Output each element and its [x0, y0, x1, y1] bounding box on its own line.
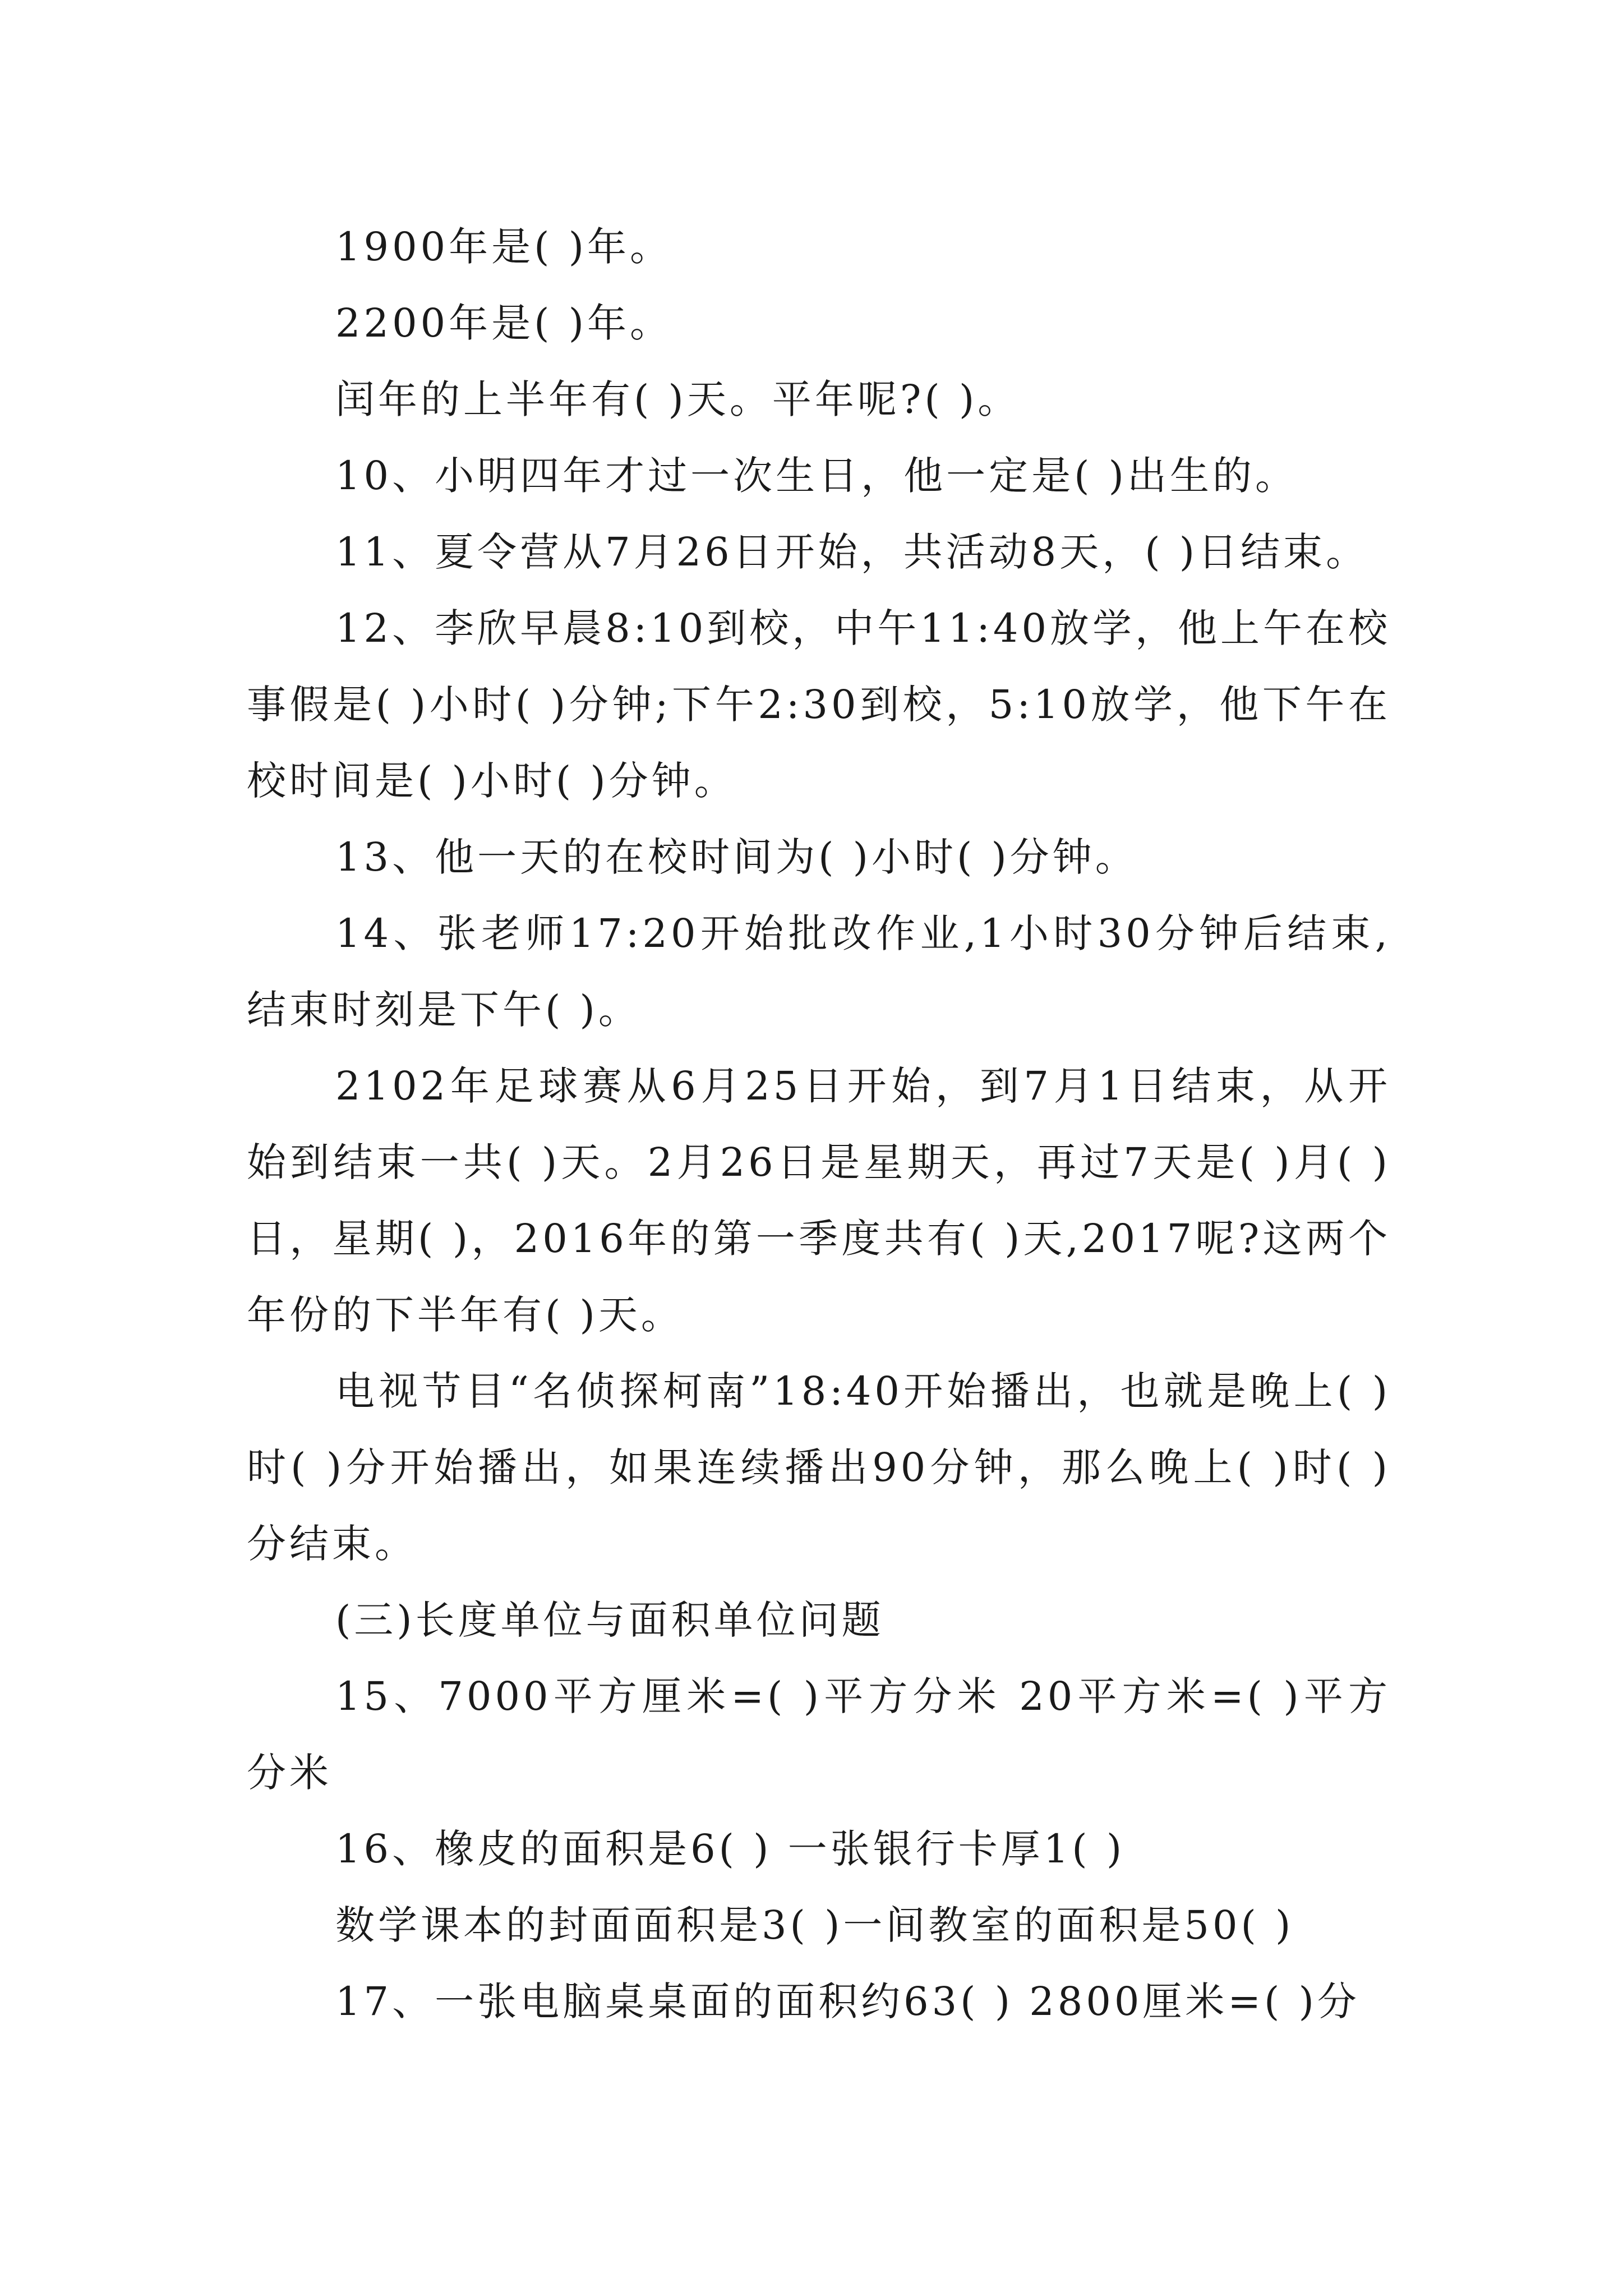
document-body [247, 209, 1391, 2040]
paragraph-tv-program: 电视节目“名侦探柯南”18:40开始播出，也就是晚上( )时( )分开始播出，如果连续播出90分钟，那么晚上( )时( )分结束。 [247, 1368, 1391, 1567]
question-15: 15、7000平方厘米=( )平方分米 20平方米=( )平方分米 [247, 1673, 1391, 1796]
question-14: 14、张老师17:20开始批改作业,1小时30分钟后结束,结束时刻是下午( )。 [247, 910, 1391, 1033]
question-17: 17、一张电脑桌桌面的面积约63( ) 2800厘米=( )分 [335, 1978, 1360, 2024]
question-11: 11、夏令营从7月26日开始，共活动8天，( )日结束。 [335, 529, 1369, 575]
question-16: 16、橡皮的面积是6( ) 一张银行卡厚1( ) [335, 1826, 1126, 1872]
paragraph-football: 2102年足球赛从6月25日开始，到7月1日结束，从开始到结束一共( )天。2月26日是星期天，再过7天是( )月( )日，星期( )，2016年的第一季度共有( )天,2017呢?这两个年份的下半年有( )天。 [247, 1063, 1391, 1338]
paragraph-1900: 1900年是( )年。 [335, 224, 673, 270]
section-heading-3: (三)长度单位与面积单位问题 [335, 1597, 884, 1643]
question-13: 13、他一天的在校时间为( )小时( )分钟。 [335, 834, 1138, 880]
question-12: 12、李欣早晨8:10到校，中午11:40放学，他上午在校事假是( )小时( )分钟;下午2:30到校，5:10放学，他下午在校时间是( )小时( )分钟。 [247, 605, 1391, 804]
question-10: 10、小明四年才过一次生日，他一定是( )出生的。 [335, 453, 1298, 499]
paragraph-leap-year: 闰年的上半年有( )天。平年呢?( )。 [335, 376, 1021, 422]
paragraph-2200: 2200年是( )年。 [335, 300, 673, 346]
paragraph-textbook-cover: 数学课本的封面面积是3( )一间教室的面积是50( ) [335, 1902, 1294, 1948]
